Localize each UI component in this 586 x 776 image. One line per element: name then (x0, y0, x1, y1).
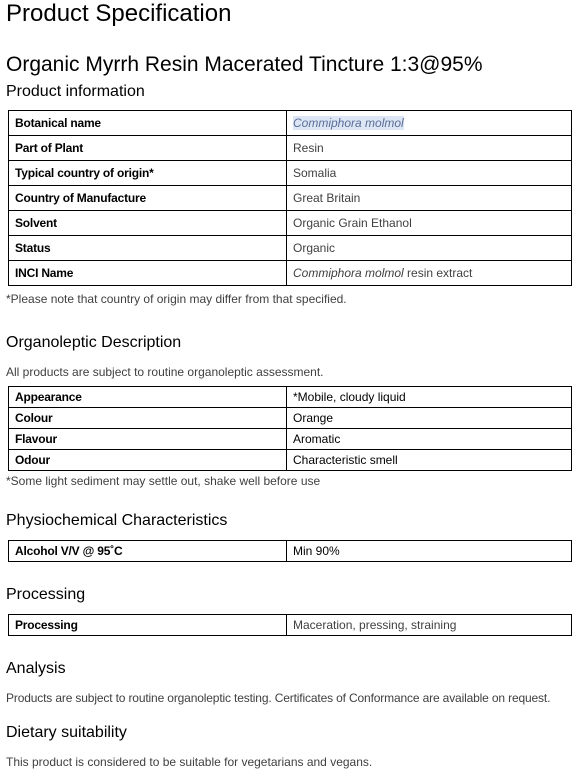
row-value: Resin (287, 136, 572, 161)
row-value: Organic (287, 236, 572, 261)
processing-table (8, 614, 572, 636)
row-value: Organic Grain Ethanol (287, 211, 572, 236)
table-row (9, 429, 572, 450)
analysis-text: Products are subject to routine organoleptic testing. Certificates of Conformance are available on request. (6, 691, 551, 705)
row-value: Min 90% (287, 541, 572, 562)
table-row (9, 161, 572, 186)
row-value: Great Britain (287, 186, 572, 211)
section-heading-processing: Processing (6, 586, 86, 603)
row-label: Part of Plant (9, 136, 287, 161)
table-row (9, 387, 572, 408)
row-label: Processing (9, 615, 287, 636)
row-value: Characteristic smell (287, 450, 572, 471)
row-value (287, 261, 572, 286)
table-row (9, 211, 572, 236)
row-value: Maceration, pressing, straining (287, 615, 572, 636)
table-row (9, 261, 572, 286)
row-label: Appearance (9, 387, 287, 408)
row-value: Orange (287, 408, 572, 429)
sediment-note: *Some light sediment may settle out, shake well before use (6, 474, 321, 488)
row-value: Somalia (287, 161, 572, 186)
row-label: Flavour (9, 429, 287, 450)
section-heading-analysis: Analysis (6, 660, 66, 677)
row-label: Botanical name (9, 111, 287, 136)
inci-suffix: resin extract (403, 266, 473, 280)
table-row (9, 541, 572, 562)
row-label: INCI Name (9, 261, 287, 286)
row-label: Country of Manufacture (9, 186, 287, 211)
row-label: Typical country of origin* (9, 161, 287, 186)
table-row (9, 111, 572, 136)
row-value (287, 111, 572, 136)
inci-italic-name: Commiphora molmol (293, 266, 404, 280)
section-heading-product-information: Product information (6, 83, 145, 100)
table-row (9, 236, 572, 261)
origin-note: *Please note that country of origin may differ from that specified. (6, 292, 347, 306)
row-value: *Mobile, cloudy liquid (287, 387, 572, 408)
physiochemical-table (8, 540, 572, 562)
row-label: Solvent (9, 211, 287, 236)
page-title: Product Specification (6, 0, 232, 27)
table-row (9, 186, 572, 211)
row-label: Colour (9, 408, 287, 429)
highlighted-botanical-name[interactable]: Commiphora molmol (293, 116, 404, 130)
row-label: Alcohol V/V @ 95˚C (9, 541, 287, 562)
row-label: Status (9, 236, 287, 261)
dietary-text: This product is considered to be suitable for vegetarians and vegans. (6, 755, 373, 769)
section-heading-dietary: Dietary suitability (6, 724, 127, 741)
section-heading-organoleptic: Organoleptic Description (6, 334, 182, 351)
product-information-table (8, 110, 572, 286)
product-name: Organic Myrrh Resin Macerated Tincture 1:3@95% (6, 53, 483, 76)
row-label: Odour (9, 450, 287, 471)
table-row (9, 450, 572, 471)
table-row (9, 408, 572, 429)
table-row (9, 136, 572, 161)
row-value: Aromatic (287, 429, 572, 450)
organoleptic-intro: All products are subject to routine organoleptic assessment. (6, 365, 324, 379)
section-heading-physiochemical: Physiochemical Characteristics (6, 512, 228, 529)
organoleptic-table (8, 386, 572, 471)
table-row (9, 615, 572, 636)
